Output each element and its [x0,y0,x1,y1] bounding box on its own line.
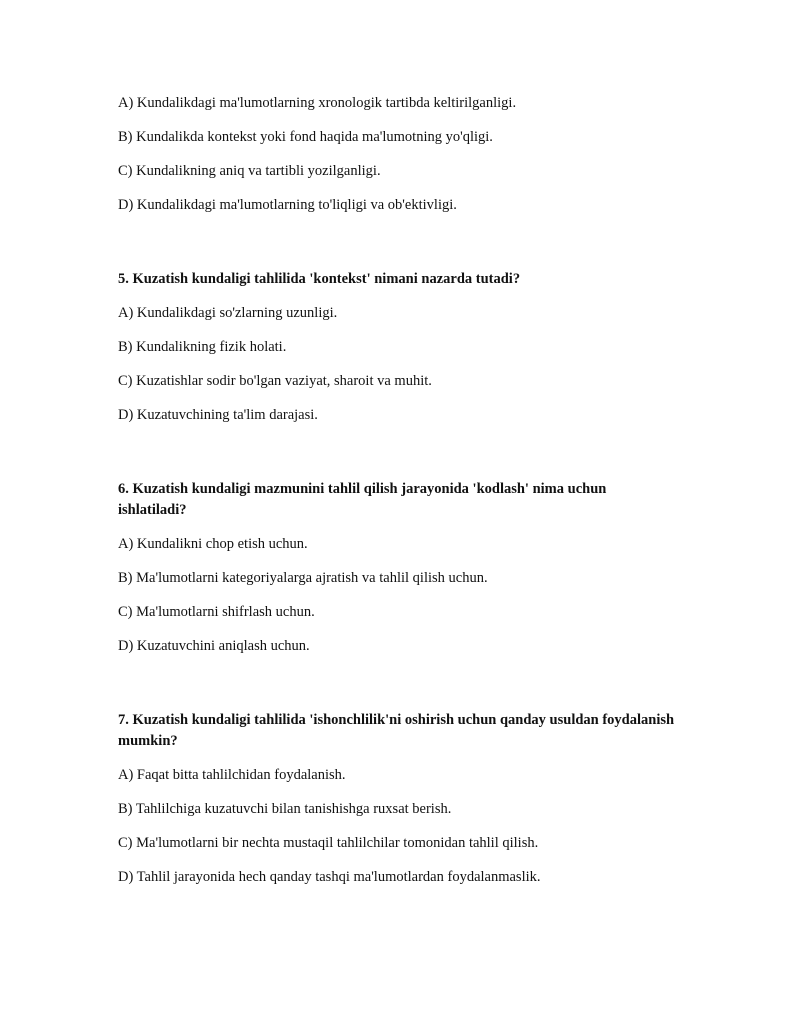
option-b: B) Kundalikda kontekst yoki fond haqida ma'lumotning yo'qligi. [118,129,493,145]
option-d: D) Kuzatuvchining ta'lim darajasi. [118,407,318,423]
question-6 [118,479,678,656]
question-text: 7. Kuzatish kundaligi tahlilida 'ishonchlilik'ni oshirish uchun qanday usuldan foydalanish mumkin? [118,712,675,749]
option-b: B) Tahlilchiga kuzatuvchi bilan tanishishga ruxsat berish. [118,801,452,817]
option-a: A) Kundalikni chop etish uchun. [118,536,308,552]
question-text: 6. Kuzatish kundaligi mazmunini tahlil qilish jarayonida 'kodlash' nima uchun ishlatiladi? [118,481,607,518]
question-5 [118,269,678,425]
option-a: A) Kundalikdagi ma'lumotlarning xronologik tartibda keltirilganligi. [118,95,517,111]
option-c: C) Kuzatishlar sodir bo'lgan vaziyat, sharoit va muhit. [118,373,432,389]
option-c: C) Kundalikning aniq va tartibli yozilganligi. [118,163,381,179]
question-4-options [118,93,678,215]
section-gap [118,229,678,269]
option-a: A) Faqat bitta tahlilchidan foydalanish. [118,767,346,783]
question-7 [118,710,678,887]
option-d: D) Kundalikdagi ma'lumotlarning to'liqligi va ob'ektivligi. [118,197,457,213]
option-c: C) Ma'lumotlarni shifrlash uchun. [118,604,315,620]
document-page [118,93,678,901]
section-gap [118,670,678,710]
option-b: B) Kundalikning fizik holati. [118,339,287,355]
option-b: B) Ma'lumotlarni kategoriyalarga ajratish va tahlil qilish uchun. [118,570,488,586]
option-d: D) Kuzatuvchini aniqlash uchun. [118,638,310,654]
option-d: D) Tahlil jarayonida hech qanday tashqi ma'lumotlardan foydalanmaslik. [118,869,541,885]
option-a: A) Kundalikdagi so'zlarning uzunligi. [118,305,338,321]
section-gap [118,439,678,479]
question-text: 5. Kuzatish kundaligi tahlilida 'kontekst' nimani nazarda tutadi? [118,271,521,287]
option-c: C) Ma'lumotlarni bir nechta mustaqil tahlilchilar tomonidan tahlil qilish. [118,835,539,851]
